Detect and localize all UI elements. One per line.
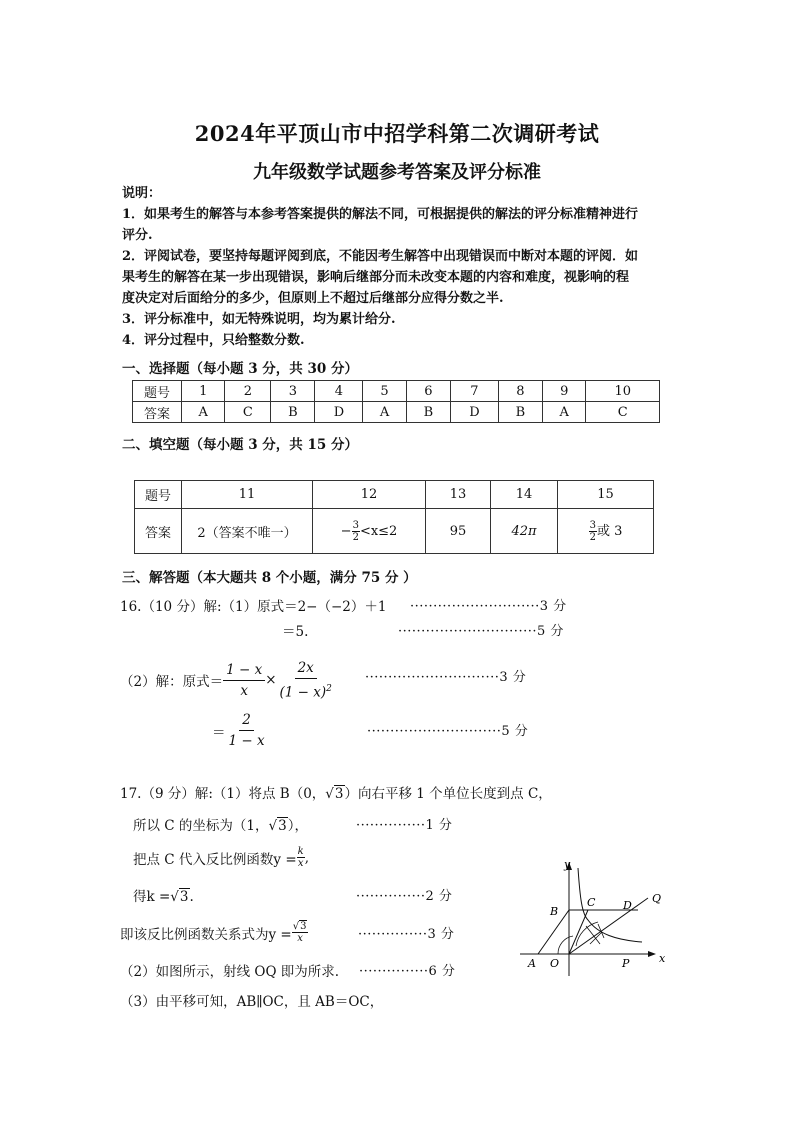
note-2-cont-2: 度决定对后面给分的多少，但原则上不超过后继部分应得分数之半. — [122, 291, 504, 306]
q17-line4 — [133, 885, 194, 905]
q16-score-1: ····························3 分 — [410, 599, 567, 614]
sqrt-sign: √ — [325, 786, 334, 802]
note-3: 3．评分标准中，如无特殊说明，均为累计给分. — [122, 312, 396, 327]
fraction-k-x — [297, 846, 305, 869]
sqrt-radicand: 3 — [334, 786, 344, 802]
label-o: O — [550, 957, 560, 970]
answer-cell: B — [271, 402, 315, 423]
label-d: D — [623, 899, 632, 912]
denominator-base: (1 − x) — [279, 684, 327, 701]
section3-heading: 三、解答题（本大题共 8 个小题，满分 75 分 ） — [122, 570, 417, 586]
question-cell: 3 — [271, 381, 315, 402]
question-cell: 14 — [491, 481, 558, 509]
numerator: 1 − x — [223, 660, 265, 681]
q17-line5-text: 即该反比例函数关系式为y = — [120, 926, 292, 943]
question-cell: 1 — [182, 381, 225, 402]
denominator: 2 — [352, 531, 359, 543]
q17-line2 — [133, 814, 308, 834]
label-q: Q — [652, 892, 662, 905]
q17-line1 — [120, 782, 552, 802]
sqrt-sign: √ — [268, 818, 278, 834]
answer-cell: A — [363, 402, 406, 423]
q17-line7: （3）由平移可知，AB∥OC，且 AB＝OC， — [120, 994, 384, 1010]
label-a: A — [528, 957, 536, 970]
note-1-cont: 评分. — [122, 228, 153, 243]
question-cell: 6 — [406, 381, 450, 402]
exponent: 2 — [326, 684, 332, 694]
q17-line6: （2）如图所示，射线 OQ 即为所求. — [120, 964, 340, 980]
q16-score-4: ·····························5 分 — [367, 724, 529, 739]
denominator: x — [240, 682, 248, 699]
inequality: <x≤2 — [359, 523, 398, 539]
note-2: 2．评阅试卷，要坚持每题评阅到底，不能因考生解答中出现错误而中断对本题的评阅．如 — [122, 249, 639, 264]
q17-line1-a: 17.（9 分）解:（1）将点 B（0， — [120, 786, 326, 802]
q17-score-1: ···············1 分 — [356, 818, 453, 833]
numerator: 2x — [295, 658, 317, 679]
note-1: 1．如果考生的解答与本参考答案提供的解法不同，可根据提供的解法的评分标准精神进行 — [122, 207, 639, 222]
fraction-1 — [223, 660, 265, 701]
comma: , — [304, 849, 310, 866]
q16-part2-prefix: （2）解：原式＝ — [120, 674, 224, 691]
numerator: 3 — [589, 519, 596, 531]
question-cell: 8 — [498, 381, 542, 402]
times-sign: × — [265, 672, 277, 689]
denominator: x — [297, 933, 303, 944]
denominator: x — [297, 858, 304, 869]
answer-rest: 或 3 — [596, 523, 623, 539]
q16-part2 — [120, 658, 335, 703]
q17-score-3: ···············3 分 — [358, 927, 455, 942]
q17-score-4: ···············6 分 — [359, 964, 456, 979]
question-cell: 15 — [558, 481, 654, 509]
denominator: 2 — [589, 531, 596, 543]
geometry-figure — [516, 858, 676, 983]
fraction — [352, 520, 360, 543]
x-axis-arrow — [648, 951, 656, 957]
answer-cell: C — [225, 402, 271, 423]
row-label-question: 题号 — [133, 381, 182, 402]
answer-cell: B — [406, 402, 450, 423]
numerator: k — [297, 846, 304, 857]
sqrt-radicand: 3 — [300, 921, 307, 932]
fill-answer-table — [134, 480, 654, 554]
question-cell: 2 — [225, 381, 271, 402]
question-cell: 4 — [315, 381, 363, 402]
label-b: B — [550, 905, 559, 918]
answer-cell-15 — [558, 509, 654, 554]
label-x: x — [659, 952, 666, 965]
answer-cell-12 — [313, 509, 426, 554]
label-p: P — [622, 957, 630, 970]
numerator — [292, 921, 309, 933]
row-label-answer: 答案 — [135, 509, 182, 554]
q17-line2-b: ）， — [287, 818, 308, 834]
q16-line2: ＝5. — [282, 624, 309, 640]
section1-heading: 一、选择题（每小题 3 分，共 30 分） — [122, 361, 358, 377]
equals-sign: ＝ — [212, 724, 226, 741]
fraction — [589, 520, 597, 543]
sqrt-sign: √ — [292, 921, 300, 932]
q16-score-2: ······························5 分 — [398, 624, 564, 639]
question-cell: 10 — [586, 381, 660, 402]
answer-cell-14: 42π — [491, 509, 558, 554]
question-cell: 12 — [313, 481, 426, 509]
label-y: y — [564, 858, 571, 871]
question-cell: 11 — [182, 481, 313, 509]
q16-part2-result — [212, 710, 268, 751]
answer-cell-11: 2（答案不唯一） — [182, 509, 313, 554]
row-label-question: 题号 — [135, 481, 182, 509]
construction-arc-2 — [576, 922, 598, 946]
notes-heading: 说明： — [122, 186, 162, 201]
parallelogram — [538, 910, 588, 954]
choice-answer-table — [132, 380, 660, 423]
q16-score-3: ·····························3 分 — [365, 670, 527, 685]
label-c: C — [587, 896, 596, 909]
fraction-2 — [277, 658, 335, 703]
question-cell: 5 — [363, 381, 406, 402]
question-cell: 13 — [426, 481, 491, 509]
q16-line1: 16.（10 分）解:（1）原式＝2−（−2）＋1 — [120, 599, 387, 615]
q17-score-2: ···············2 分 — [356, 889, 453, 904]
note-4: 4．评分过程中，只给整数分数. — [122, 333, 305, 348]
fraction-3 — [226, 710, 268, 751]
q17-line5 — [120, 921, 308, 944]
answer-cell: C — [586, 402, 660, 423]
page-subtitle: 九年级数学试题参考答案及评分标准 — [253, 162, 541, 183]
denominator: 1 − x — [228, 733, 265, 749]
q17-line1-b: ）向右平移 1 个单位长度到点 C， — [344, 786, 552, 802]
period: . — [189, 889, 194, 905]
page-title: 2024年平顶山市中招学科第二次调研考试 — [194, 121, 600, 146]
answer-cell: D — [315, 402, 363, 423]
numerator: 3 — [352, 519, 359, 531]
numerator: 2 — [239, 710, 254, 731]
question-cell: 7 — [450, 381, 498, 402]
section2-heading: 二、填空题（每小题 3 分，共 15 分） — [122, 437, 358, 453]
answer-cell: D — [450, 402, 498, 423]
answer-cell-13: 95 — [426, 509, 491, 554]
answer-cell: A — [182, 402, 225, 423]
answer-cell: A — [543, 402, 586, 423]
sqrt-sign: √ — [170, 889, 179, 905]
row-label-answer: 答案 — [133, 402, 182, 423]
answer-cell: B — [498, 402, 542, 423]
denominator — [277, 679, 335, 703]
minus-sign: − — [340, 523, 352, 539]
sqrt-radicand: 3 — [278, 818, 287, 834]
q17-line2-a: 所以 C 的坐标为（1， — [133, 818, 269, 834]
construction-arc-1 — [558, 936, 573, 954]
q17-line3-text: 把点 C 代入反比例函数y = — [133, 851, 297, 868]
sqrt-radicand: 3 — [179, 889, 189, 905]
fraction-sqrt3-x — [292, 921, 309, 944]
question-cell: 9 — [543, 381, 586, 402]
q17-line3 — [133, 846, 309, 869]
q17-line4-text: 得k = — [133, 889, 171, 905]
note-2-cont-1: 果考生的解答在某一步出现错误，影响后继部分而未改变本题的内容和难度，视影响的程 — [122, 270, 630, 285]
